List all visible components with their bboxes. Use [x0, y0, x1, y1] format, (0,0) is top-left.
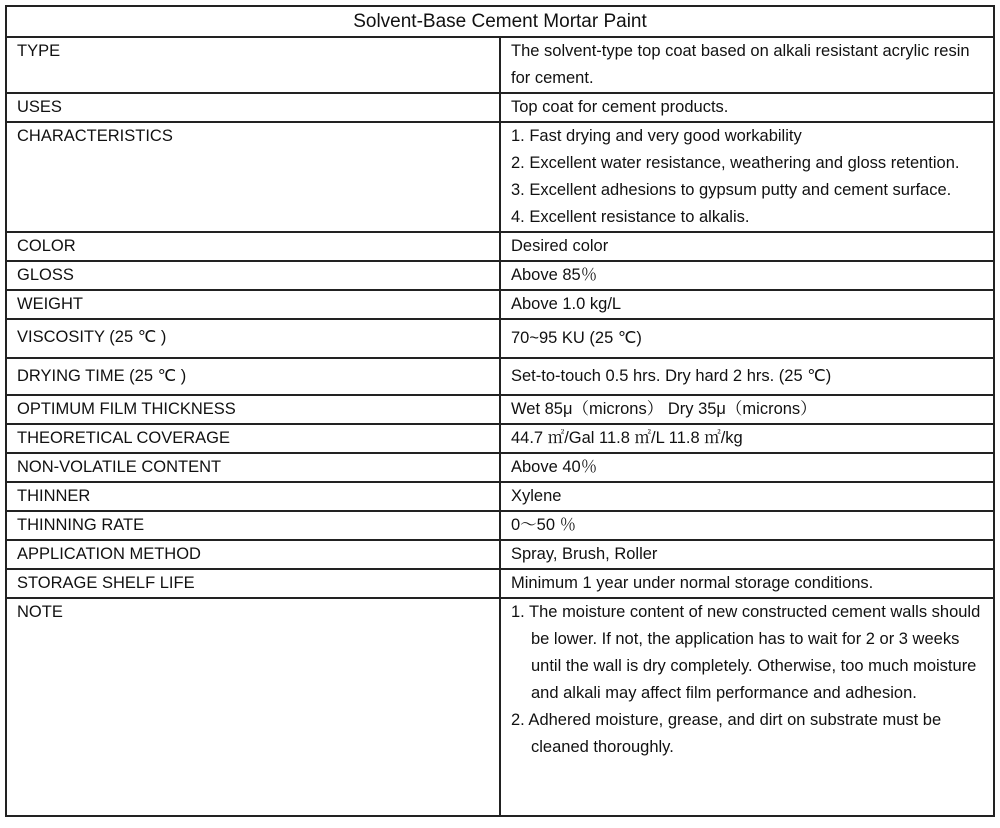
value-line: 3. Excellent adhesions to gypsum putty and cement surface.: [511, 181, 952, 199]
row-label: NOTE: [6, 598, 500, 816]
row-value: [500, 122, 994, 232]
value-line: 1. The moisture content of new constructed cement walls should be lower. If not, the application has to wait for 2 or 3 weeks until the wall is dry completely. Otherwise, too much moisture and alkali may affect film performance and adhesion.: [511, 603, 981, 702]
table-row: [6, 453, 994, 482]
row-label: NON-VOLATILE CONTENT: [6, 453, 500, 482]
value-line: 1. Fast drying and very good workability: [511, 127, 802, 145]
row-label: VISCOSITY (25 ℃ ): [6, 319, 500, 358]
value-line: for cement.: [511, 69, 594, 87]
table-row: [6, 569, 994, 598]
spec-table: [5, 5, 995, 817]
row-value: [500, 319, 994, 358]
row-label: CHARACTERISTICS: [6, 122, 500, 232]
value-line: The solvent-type top coat based on alkali resistant acrylic resin: [511, 42, 970, 60]
row-label: APPLICATION METHOD: [6, 540, 500, 569]
table-row: [6, 424, 994, 453]
row-label: COLOR: [6, 232, 500, 261]
table-row: [6, 122, 994, 232]
value-line: 44.7 ㎡/Gal 11.8 ㎡/L 11.8 ㎡/kg: [511, 429, 743, 447]
value-line: Set-to-touch 0.5 hrs. Dry hard 2 hrs. (25 ℃): [511, 367, 832, 385]
row-value: [500, 232, 994, 261]
row-value: [500, 598, 994, 816]
row-label: USES: [6, 93, 500, 122]
row-label: DRYING TIME (25 ℃ ): [6, 358, 500, 395]
table-row: [6, 261, 994, 290]
row-value: [500, 424, 994, 453]
row-value: [500, 93, 994, 122]
row-label: OPTIMUM FILM THICKNESS: [6, 395, 500, 424]
row-label: STORAGE SHELF LIFE: [6, 569, 500, 598]
value-line: 70~95 KU (25 ℃): [511, 329, 642, 347]
table-row: [6, 540, 994, 569]
row-label: THEORETICAL COVERAGE: [6, 424, 500, 453]
value-line: Top coat for cement products.: [511, 98, 729, 116]
value-line: Minimum 1 year under normal storage conditions.: [511, 574, 874, 592]
table-row: [6, 395, 994, 424]
table-row: [6, 290, 994, 319]
table-title: Solvent-Base Cement Mortar Paint: [6, 6, 994, 37]
table-row: [6, 482, 994, 511]
value-line: 0～50 ％: [511, 516, 577, 534]
table-row: [6, 319, 994, 358]
row-label: TYPE: [6, 37, 500, 93]
value-line: Above 1.0 kg/L: [511, 295, 622, 313]
value-line: Above 40％: [511, 458, 598, 476]
table-row: [6, 598, 994, 816]
row-value: [500, 540, 994, 569]
value-line: Desired color: [511, 237, 609, 255]
row-value: [500, 37, 994, 93]
value-line: Above 85％: [511, 266, 598, 284]
row-value: [500, 482, 994, 511]
table-row: [6, 37, 994, 93]
value-line: Wet 85μ（microns） Dry 35μ（microns）: [511, 400, 817, 418]
row-value: [500, 511, 994, 540]
row-value: [500, 395, 994, 424]
value-line: 2. Adhered moisture, grease, and dirt on substrate must be cleaned thoroughly.: [511, 711, 942, 756]
table-row: [6, 232, 994, 261]
row-label: WEIGHT: [6, 290, 500, 319]
row-value: [500, 358, 994, 395]
table-row: [6, 93, 994, 122]
value-line: Xylene: [511, 487, 562, 505]
row-value: [500, 290, 994, 319]
row-label: GLOSS: [6, 261, 500, 290]
row-label: THINNING RATE: [6, 511, 500, 540]
row-label: THINNER: [6, 482, 500, 511]
table-row: [6, 358, 994, 395]
value-line: Spray, Brush, Roller: [511, 545, 658, 563]
row-value: [500, 453, 994, 482]
row-value: [500, 569, 994, 598]
row-value: [500, 261, 994, 290]
table-row: [6, 511, 994, 540]
value-line: 2. Excellent water resistance, weathering and gloss retention.: [511, 154, 960, 172]
value-line: 4. Excellent resistance to alkalis.: [511, 208, 750, 226]
